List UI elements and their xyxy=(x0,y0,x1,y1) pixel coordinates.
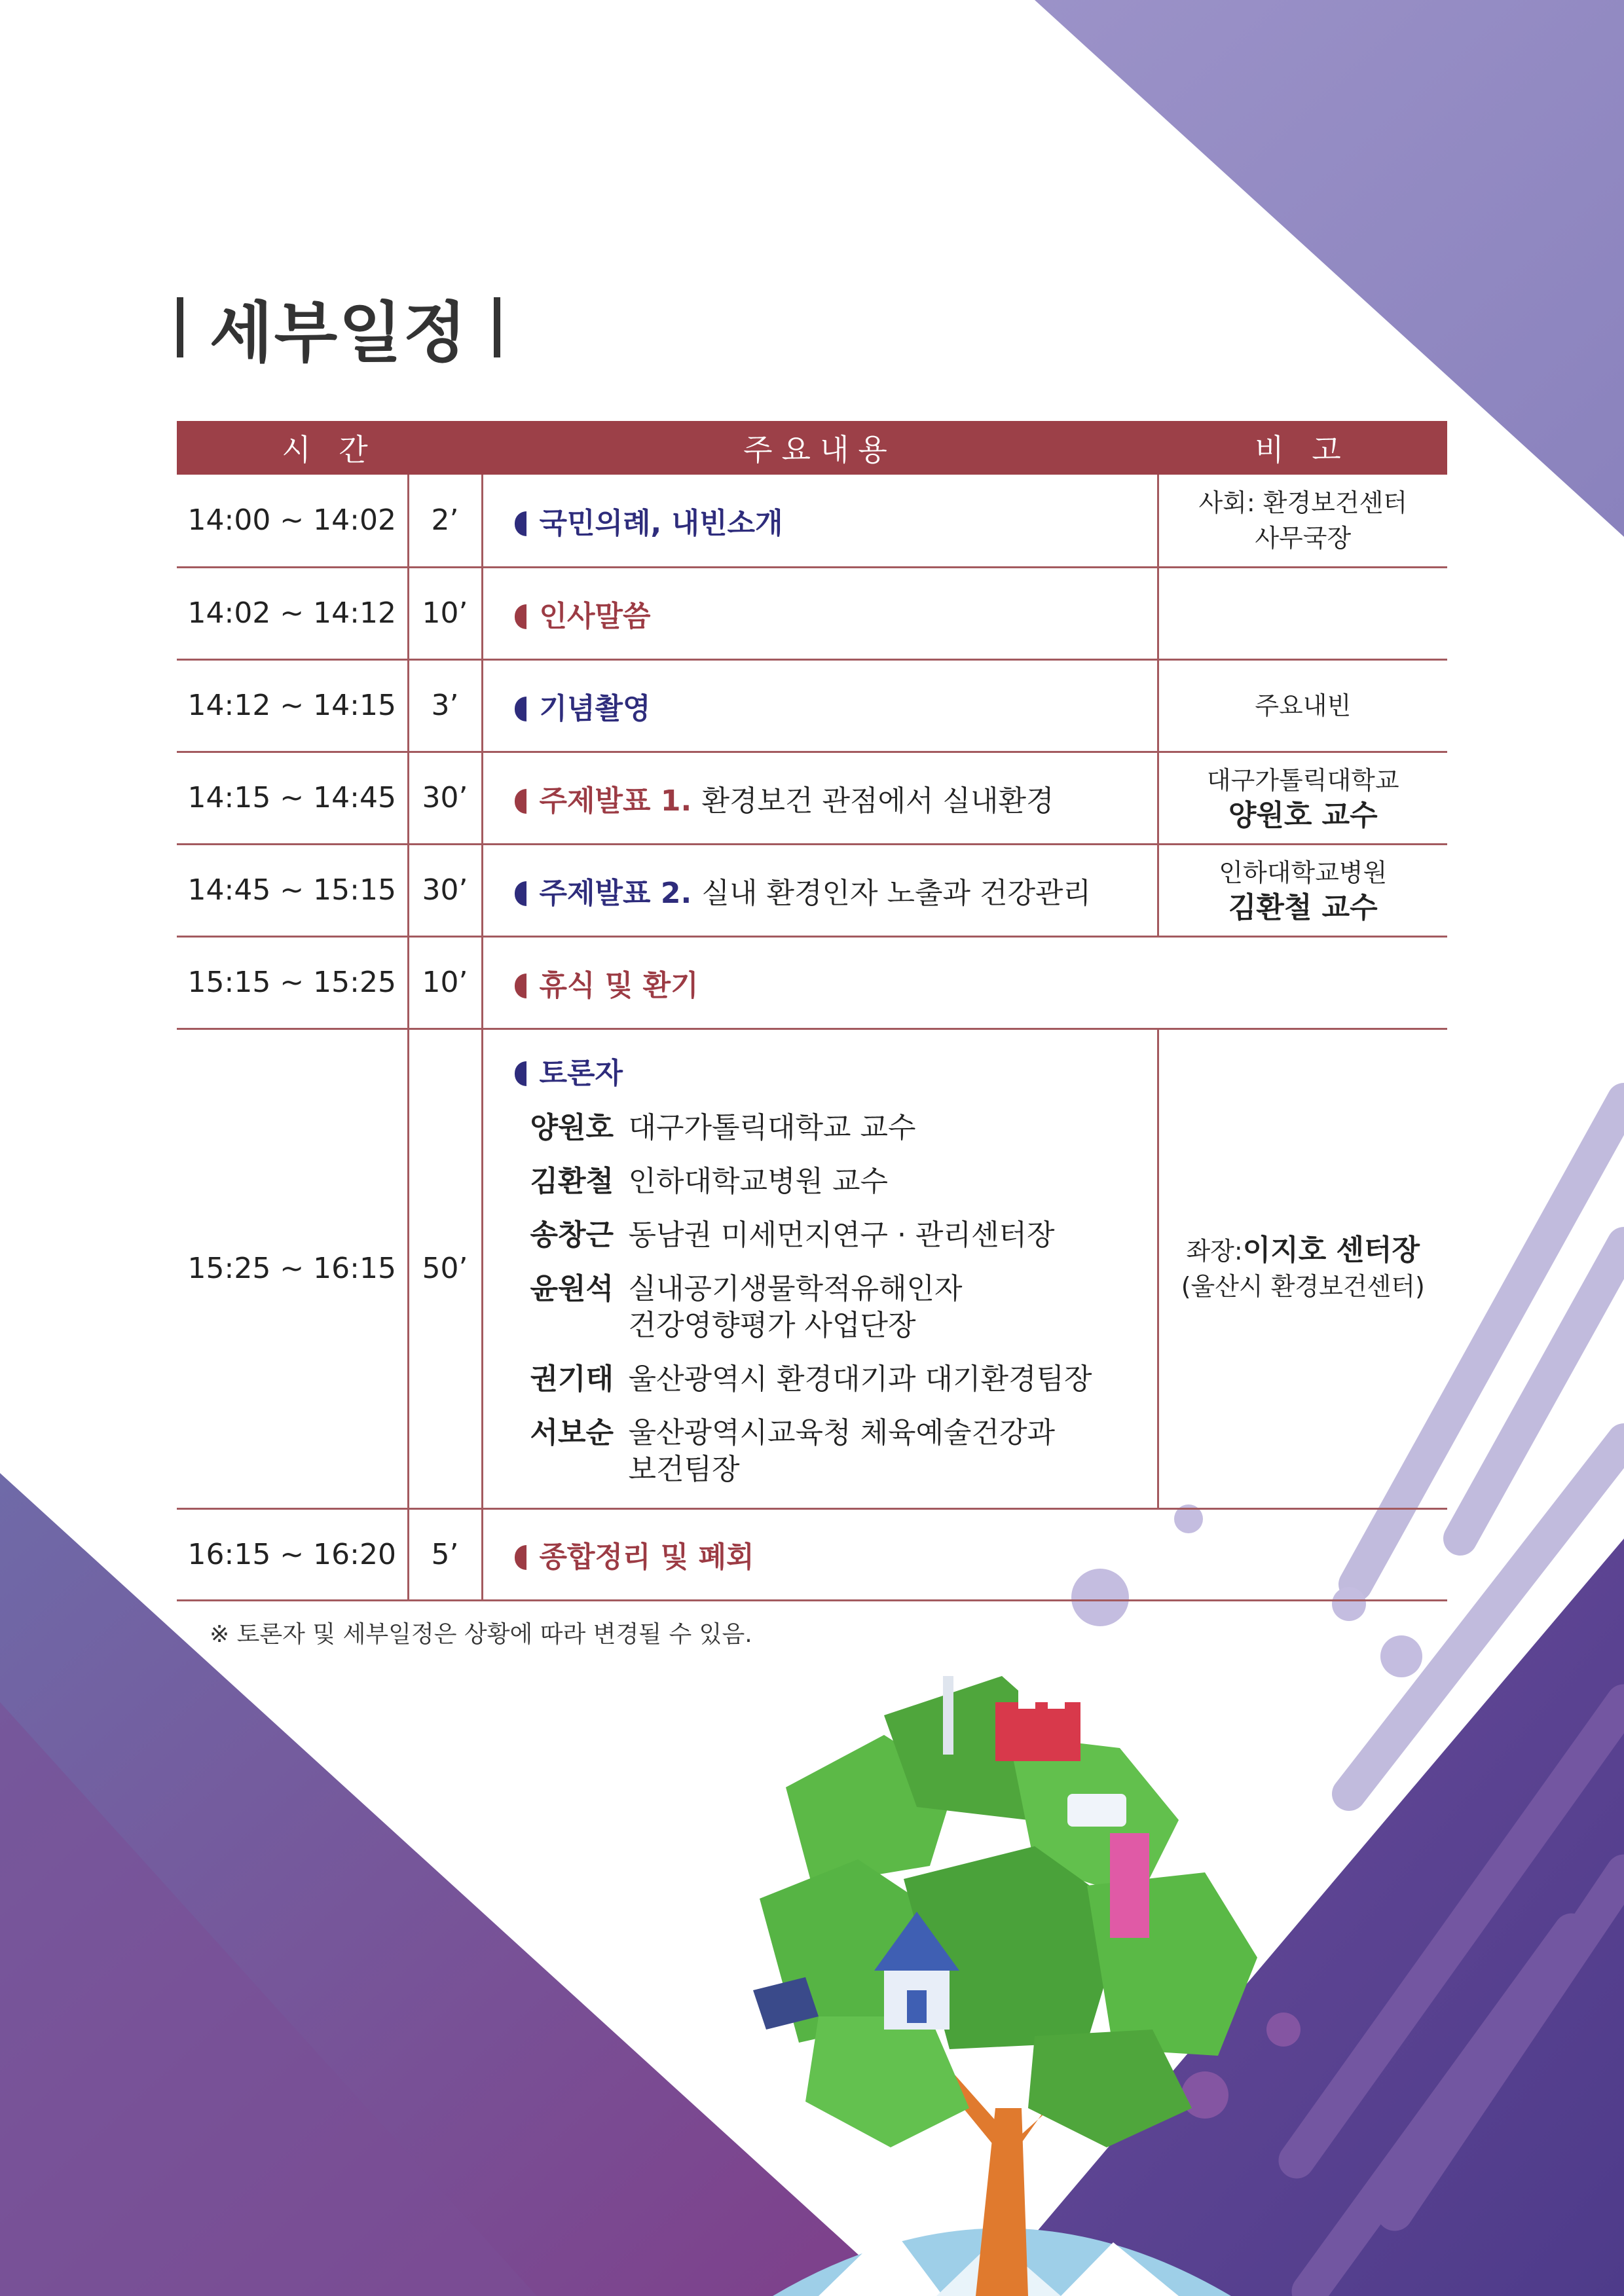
panelist-role-line: 실내공기생물학적유해인자 xyxy=(628,1271,963,1305)
list-item xyxy=(515,1163,1157,1200)
moderator-affiliation: (울산시 환경보건센터) xyxy=(1181,1272,1425,1301)
row-duration: 10’ xyxy=(408,936,482,1029)
row-time: 14:15 ~ 14:45 xyxy=(177,752,408,844)
panelist-name: 김환철 xyxy=(530,1164,614,1198)
moderator-name: 이지호 센터장 xyxy=(1242,1233,1420,1267)
panelist-role: 대구가톨릭대학교 교수 xyxy=(628,1110,916,1144)
half-circle-bullet-icon xyxy=(515,881,526,906)
panelist-name: 윤원석 xyxy=(530,1271,614,1305)
moderator-prefix: 좌장: xyxy=(1186,1237,1243,1266)
row-content-title: 인사말씀 xyxy=(539,599,651,633)
note-line: 대구가톨릭대학교 xyxy=(1206,765,1399,795)
row-time: 15:25 ~ 16:15 xyxy=(177,1029,408,1508)
row-duration: 50’ xyxy=(408,1029,482,1508)
half-circle-bullet-icon xyxy=(515,1061,526,1086)
speaker-name: 김환철 교수 xyxy=(1228,890,1378,924)
row-content-title: 국민의례, 내빈소개 xyxy=(539,506,783,540)
header-content: 주요내용 xyxy=(482,421,1158,475)
row-duration: 5’ xyxy=(408,1508,482,1600)
table-row xyxy=(177,659,1447,752)
row-content-title: 주제발표 2. xyxy=(539,876,692,910)
panelist-name: 양원호 xyxy=(530,1110,614,1144)
title-bar-right xyxy=(494,297,500,357)
row-note xyxy=(1158,752,1447,844)
list-item xyxy=(515,1415,1157,1488)
speaker-name: 양원호 교수 xyxy=(1228,798,1378,832)
list-item xyxy=(515,1110,1157,1146)
row-note xyxy=(1158,567,1447,659)
footnote: ※ 토론자 및 세부일정은 상황에 따라 변경될 수 있음. xyxy=(210,1621,752,1648)
half-circle-bullet-icon xyxy=(515,974,526,998)
panel-heading xyxy=(515,1049,1157,1091)
header-note: 비 고 xyxy=(1158,421,1447,475)
note-line: 인하대학교병원 xyxy=(1219,858,1388,887)
panelist-name: 송창근 xyxy=(530,1218,614,1252)
row-note xyxy=(1158,844,1447,936)
row-note xyxy=(1158,1029,1447,1508)
row-duration: 30’ xyxy=(408,752,482,844)
table-row xyxy=(177,752,1447,844)
panelist-name: 권기태 xyxy=(530,1362,614,1396)
row-content xyxy=(482,844,1158,936)
row-content xyxy=(482,1508,1447,1600)
row-content xyxy=(482,659,1158,752)
note-line: 사무국장 xyxy=(1255,523,1352,553)
panelist-role: 울산광역시 환경대기과 대기환경팀장 xyxy=(628,1362,1092,1396)
table-row xyxy=(177,936,1447,1029)
row-content xyxy=(482,752,1158,844)
row-duration: 30’ xyxy=(408,844,482,936)
title-bar-left xyxy=(177,297,183,357)
row-duration: 2’ xyxy=(408,475,482,567)
schedule-table xyxy=(177,421,1447,1601)
page-title: 세부일정 xyxy=(210,295,468,371)
table-header-row xyxy=(177,421,1447,475)
half-circle-bullet-icon xyxy=(515,789,526,814)
list-item xyxy=(515,1271,1157,1344)
half-circle-bullet-icon xyxy=(515,604,526,629)
row-time: 14:02 ~ 14:12 xyxy=(177,567,408,659)
row-note xyxy=(1158,475,1447,567)
row-content-title: 주제발표 1. xyxy=(539,784,692,818)
row-time: 16:15 ~ 16:20 xyxy=(177,1508,408,1600)
row-duration: 10’ xyxy=(408,567,482,659)
list-item xyxy=(515,1361,1157,1398)
row-content-title: 휴식 및 환기 xyxy=(539,968,699,1002)
list-item xyxy=(515,1217,1157,1254)
panel-heading-label: 토론자 xyxy=(539,1056,623,1090)
table-row xyxy=(177,475,1447,567)
table-row xyxy=(177,567,1447,659)
half-circle-bullet-icon xyxy=(515,511,526,536)
row-content xyxy=(482,567,1158,659)
panelist-role xyxy=(629,1271,1157,1344)
row-time: 14:00 ~ 14:02 xyxy=(177,475,408,567)
panelist-role-line: 건강영향평가 사업단장 xyxy=(628,1308,916,1342)
panel-content xyxy=(482,1029,1158,1508)
panelist-role-line: 보건팀장 xyxy=(628,1452,740,1486)
row-duration: 3’ xyxy=(408,659,482,752)
panelist-role-line: 울산광역시교육청 체육예술건강과 xyxy=(628,1415,1056,1449)
row-content-desc: 실내 환경인자 노출과 건강관리 xyxy=(701,876,1092,910)
row-content-title: 종합정리 및 폐회 xyxy=(539,1540,754,1574)
page-title-block xyxy=(177,285,500,370)
header-time: 시 간 xyxy=(177,421,482,475)
panelist-role xyxy=(629,1415,1157,1488)
panelist-role: 동남권 미세먼지연구 · 관리센터장 xyxy=(628,1218,1055,1252)
half-circle-bullet-icon xyxy=(515,1545,526,1570)
row-content-desc: 환경보건 관점에서 실내환경 xyxy=(701,784,1054,818)
table-row xyxy=(177,1029,1447,1508)
row-time: 14:45 ~ 15:15 xyxy=(177,844,408,936)
row-content xyxy=(482,936,1447,1029)
row-content-title: 기념촬영 xyxy=(539,691,651,725)
table-row xyxy=(177,844,1447,936)
row-time: 15:15 ~ 15:25 xyxy=(177,936,408,1029)
half-circle-bullet-icon xyxy=(515,697,526,721)
row-time: 14:12 ~ 14:15 xyxy=(177,659,408,752)
row-content xyxy=(482,475,1158,567)
row-note: 주요내빈 xyxy=(1158,659,1447,752)
panelist-name: 서보순 xyxy=(530,1415,614,1449)
table-row xyxy=(177,1508,1447,1600)
eco-tree-city-icon xyxy=(720,1650,1283,2296)
panelist-role: 인하대학교병원 교수 xyxy=(628,1164,889,1198)
note-line: 사회: 환경보건센터 xyxy=(1198,488,1408,517)
